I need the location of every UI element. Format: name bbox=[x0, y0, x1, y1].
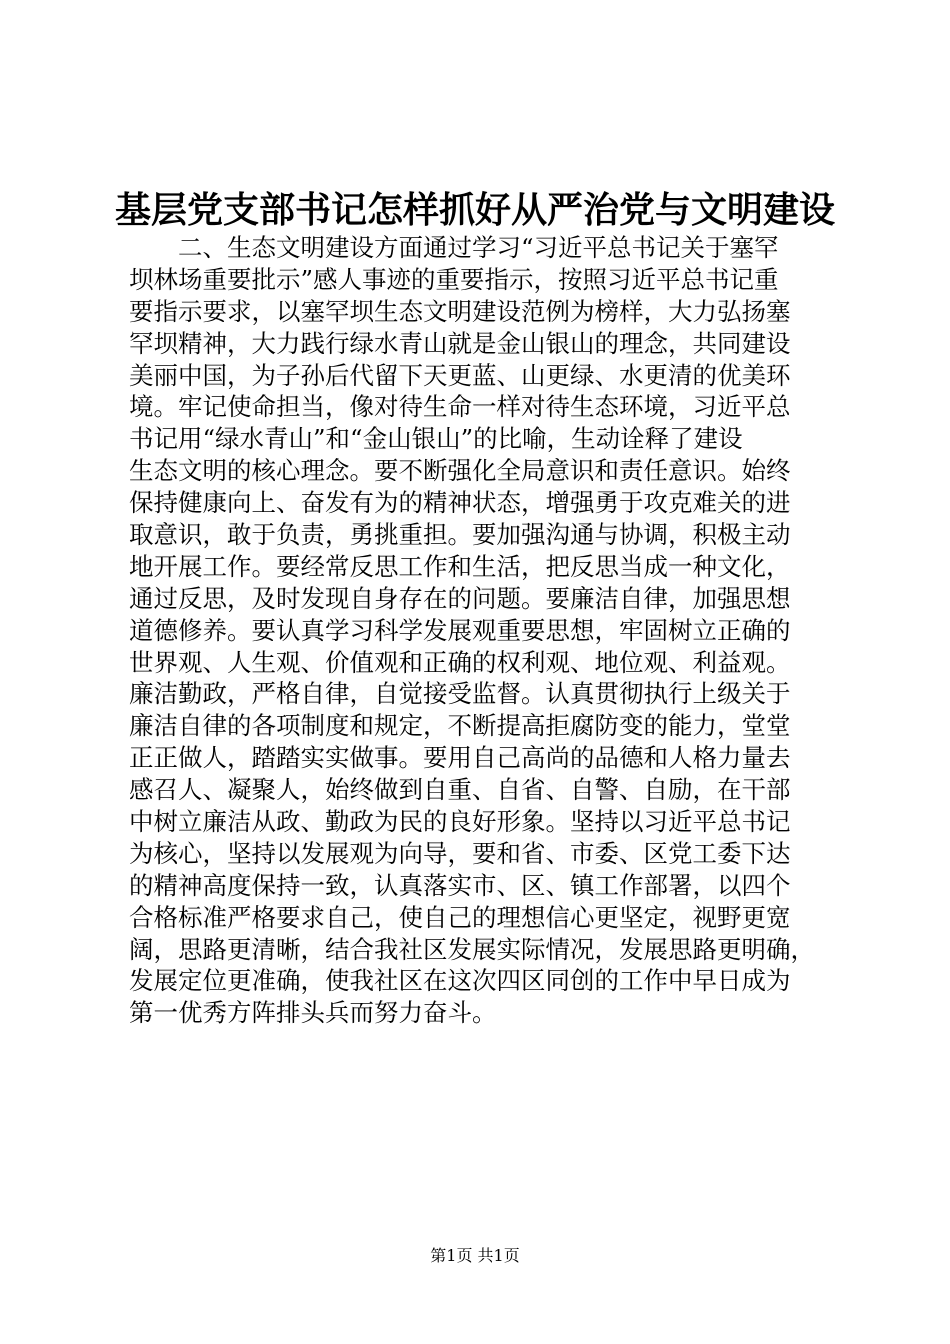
body-line: 取意识，敢于负责，勇挑重担。要加强沟通与协调，积极主动 bbox=[129, 520, 791, 550]
body-line: 生态文明的核心理念。要不断强化全局意识和责任意识。始终 bbox=[129, 456, 791, 486]
body-line: 地开展工作。要经常反思工作和生活，把反思当成一种文化， bbox=[129, 551, 791, 581]
body-line: 第一优秀方阵排头兵而努力奋斗。 bbox=[129, 998, 497, 1028]
body-line: 要指示要求，以塞罕坝生态文明建设范例为榜样，大力弘扬塞 bbox=[129, 296, 791, 326]
body-line: 境。牢记使命担当，像对待生命一样对待生态环境，习近平总 bbox=[129, 392, 791, 422]
body-line: 道德修养。要认真学习科学发展观重要思想，牢固树立正确的 bbox=[129, 615, 791, 645]
body-line: 罕坝精神，大力践行绿水青山就是金山银山的理念，共同建设 bbox=[129, 328, 791, 358]
body-line: 二、生态文明建设方面通过学习“习近平总书记关于塞罕 bbox=[129, 233, 779, 262]
body-line: 书记用“绿水青山”和“金山银山”的比喻，生动诠释了建设 bbox=[129, 424, 743, 454]
body-line: 正正做人，踏踏实实做事。要用自己高尚的品德和人格力量去 bbox=[129, 743, 791, 773]
body-line: 保持健康向上、奋发有为的精神状态，增强勇于攻克难关的进 bbox=[129, 488, 791, 518]
body-line: 合格标准严格要求自己，使自己的理想信心更坚定，视野更宽 bbox=[129, 902, 791, 932]
body-line: 廉洁勤政，严格自律，自觉接受监督。认真贯彻执行上级关于 bbox=[129, 679, 791, 709]
body-line: 发展定位更准确，使我社区在这次四区同创的工作中早日成为 bbox=[129, 966, 791, 996]
body-line: 廉洁自律的各项制度和规定，不断提高拒腐防变的能力，堂堂 bbox=[129, 711, 791, 741]
document-body bbox=[129, 232, 835, 1029]
body-line: 坝林场重要批示”感人事迹的重要指示，按照习近平总书记重 bbox=[129, 264, 779, 294]
body-line: 阔，思路更清晰，结合我社区发展实际情况，发展思路更明确， bbox=[129, 934, 815, 964]
page-footer: 第1页 共1页 bbox=[430, 1246, 520, 1265]
body-line: 为核心，坚持以发展观为向导，要和省、市委、区党工委下达 bbox=[129, 838, 791, 868]
document-title: 基层党支部书记怎样抓好从严治党与文明建设 bbox=[114, 189, 835, 231]
body-line: 的精神高度保持一致，认真落实市、区、镇工作部署，以四个 bbox=[129, 870, 791, 900]
body-line: 中树立廉洁从政、勤政为民的良好形象。坚持以习近平总书记 bbox=[129, 807, 791, 837]
body-line: 世界观、人生观、价值观和正确的权利观、地位观、利益观。 bbox=[129, 647, 791, 677]
body-line: 感召人、凝聚人，始终做到自重、自省、自警、自励，在干部 bbox=[129, 775, 791, 805]
body-line: 通过反思，及时发现自身存在的问题。要廉洁自律，加强思想 bbox=[129, 583, 791, 613]
body-line: 美丽中国，为子孙后代留下天更蓝、山更绿、水更清的优美环 bbox=[129, 360, 791, 390]
